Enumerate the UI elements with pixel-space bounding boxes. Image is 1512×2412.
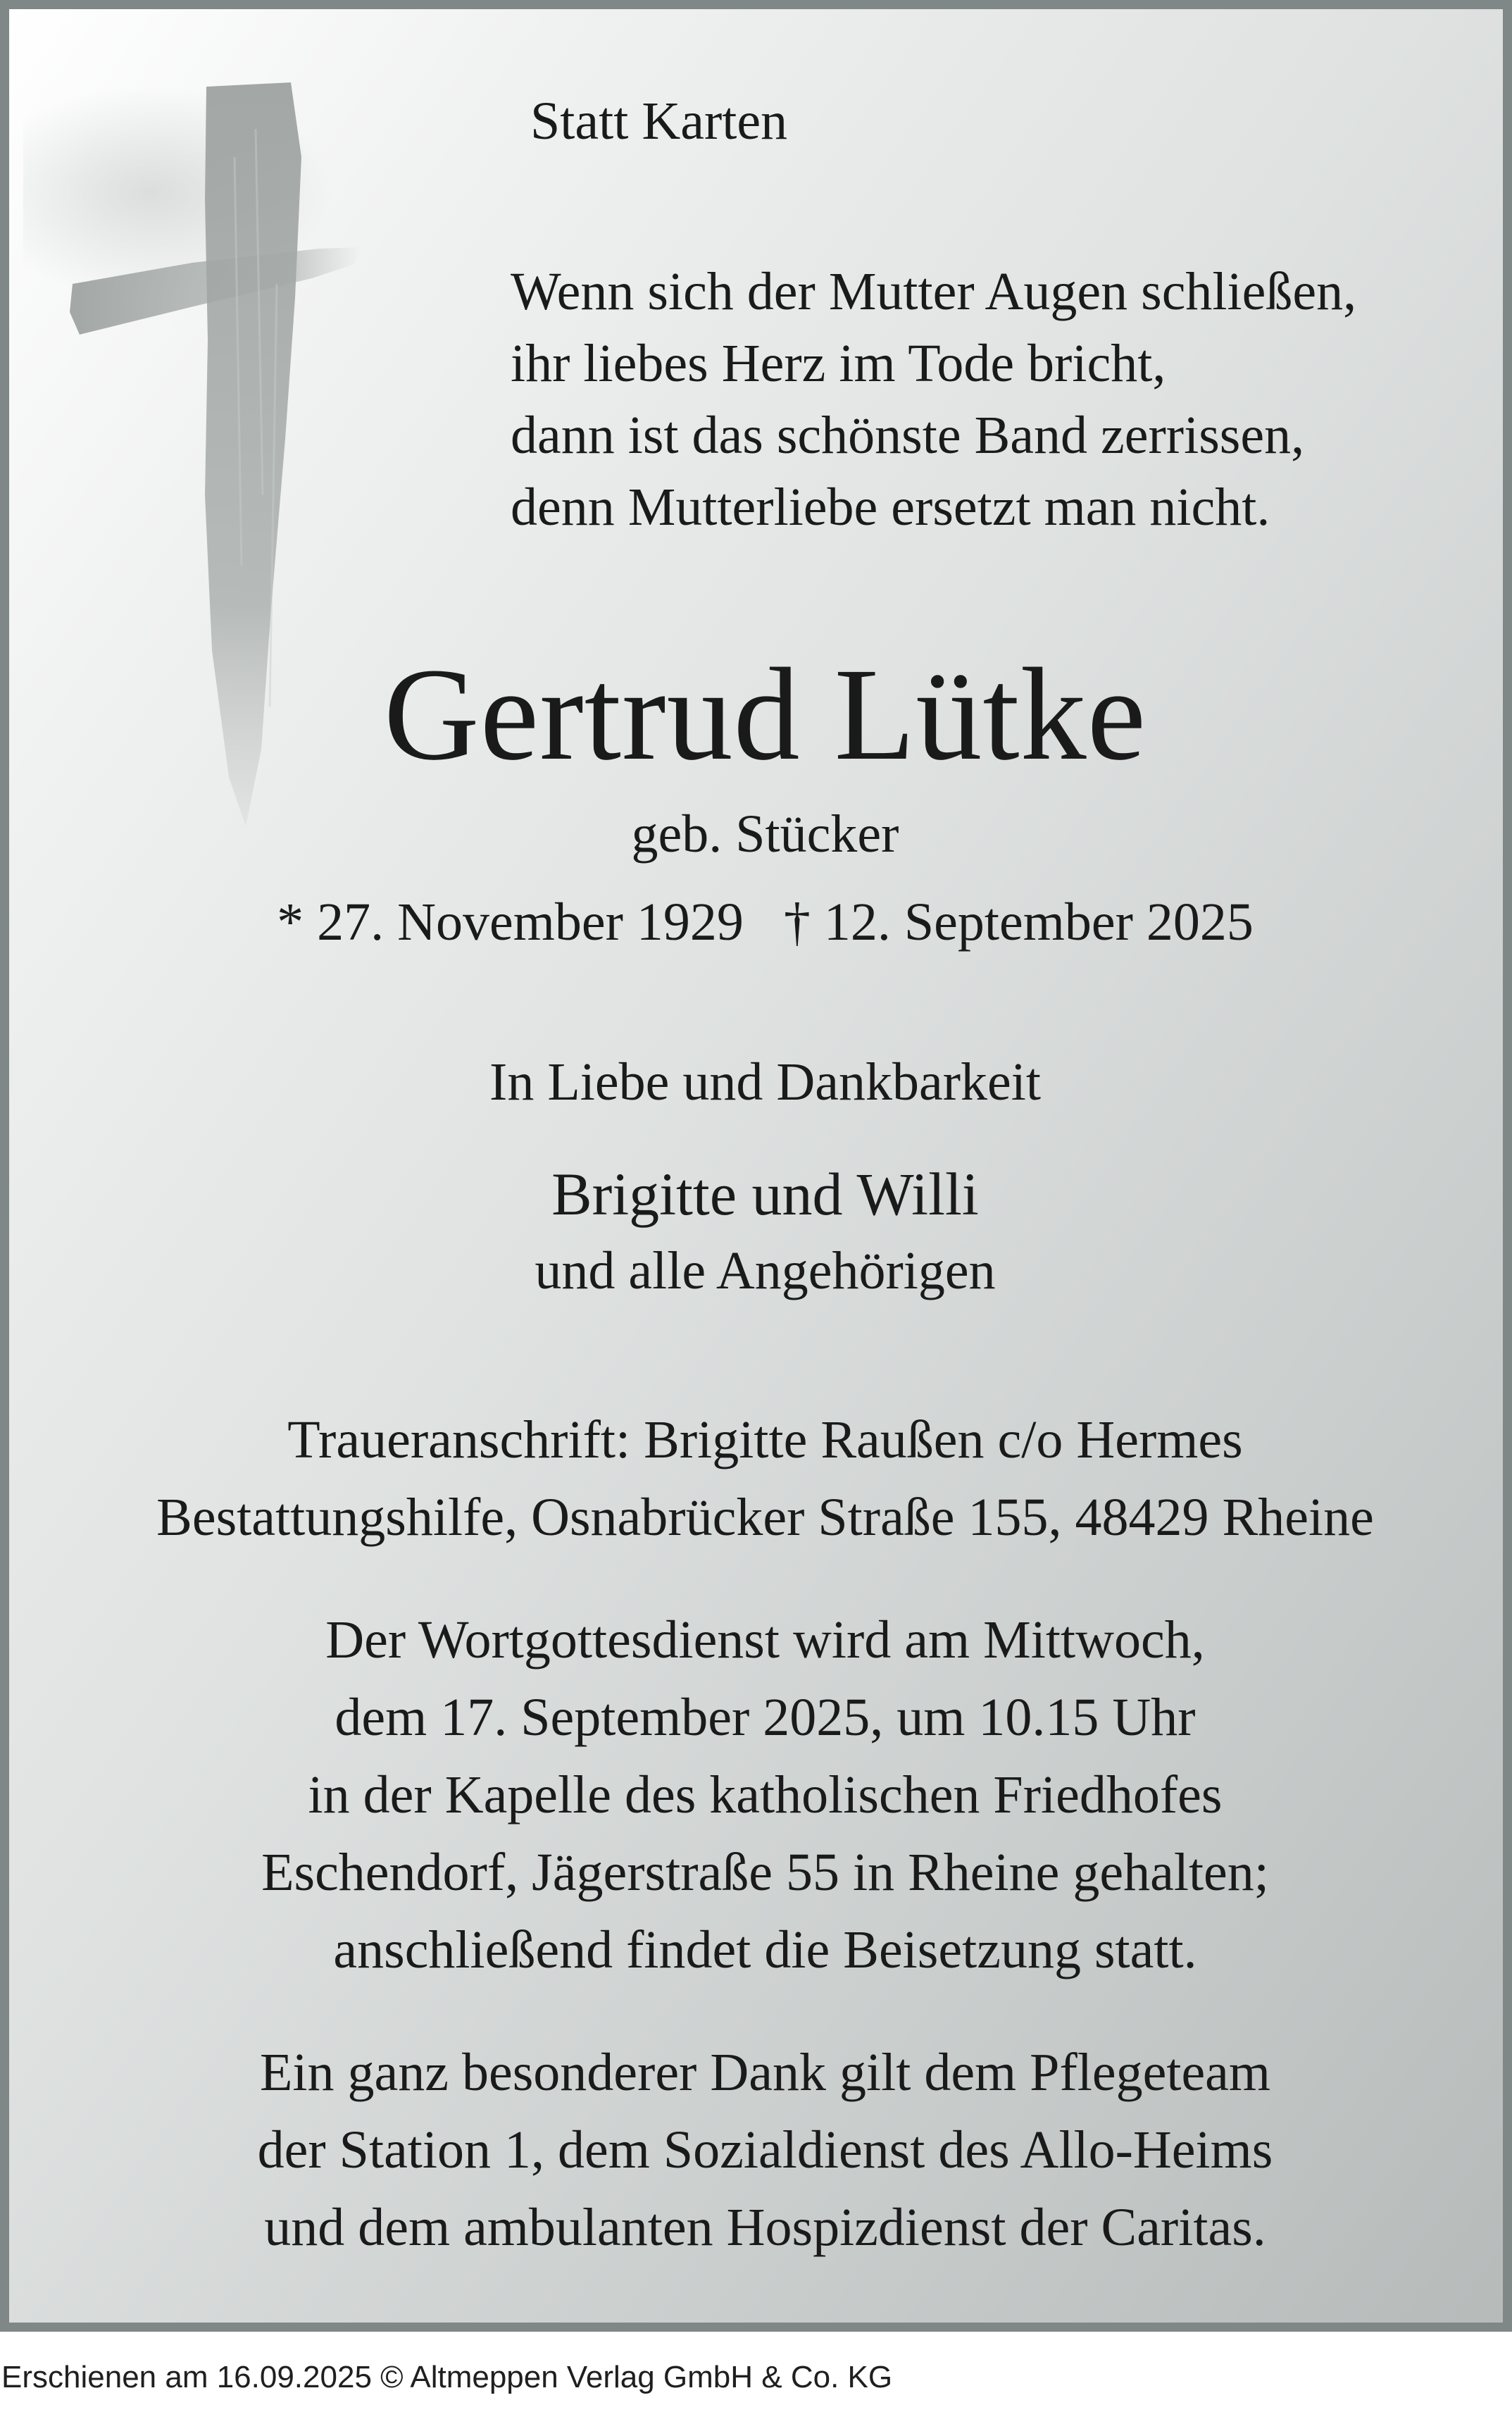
birth-name: geb. Stücker: [631, 804, 899, 864]
mourners-names: Brigitte und Willi: [551, 1160, 979, 1228]
mourners-intro: In Liebe und Dankbarkeit: [489, 1052, 1041, 1112]
address-line: Bestattungshilfe, Osnabrücker Straße 155, 48429 Rheine: [156, 1488, 1374, 1547]
mourners-extra: und alle Angehörigen: [535, 1241, 996, 1300]
thanks-line: der Station 1, dem Sozialdienst des Allo-Heims: [257, 2120, 1273, 2180]
publication-footer: [0, 2346, 1512, 2412]
service-line: Eschendorf, Jägerstraße 55 in Rheine gehalten;: [261, 1843, 1269, 1902]
service-line: anschließend findet die Beisetzung statt.: [333, 1920, 1197, 1979]
address-line: Traueranschrift: Brigitte Raußen c/o Hermes: [287, 1410, 1243, 1469]
service-line: dem 17. September 2025, um 10.15 Uhr: [335, 1688, 1196, 1747]
poem-line: dann ist das schönste Band zerrissen,: [511, 406, 1305, 465]
thanks-line: Ein ganz besonderer Dank gilt dem Pflegeteam: [259, 2043, 1271, 2102]
poem-line: Wenn sich der Mutter Augen schließen,: [511, 262, 1357, 321]
deceased-name: Gertrud Lütke: [383, 640, 1147, 788]
poem-line: denn Mutterliebe ersetzt man nicht.: [511, 478, 1270, 537]
service-line: Der Wortgottesdienst wird am Mittwoch,: [325, 1610, 1205, 1670]
footer-text: Erschienen am 16.09.2025 © Altmeppen Verlag GmbH & Co. KG: [1, 2360, 893, 2394]
life-dates: * 27. November 1929 † 12. September 2025: [277, 893, 1254, 952]
poem-line: ihr liebes Herz im Tode bricht,: [511, 334, 1166, 393]
header-statt-karten: Statt Karten: [530, 92, 788, 151]
service-line: in der Kapelle des katholischen Friedhofes: [308, 1765, 1223, 1824]
thanks-line: und dem ambulanten Hospizdienst der Caritas.: [264, 2198, 1266, 2257]
